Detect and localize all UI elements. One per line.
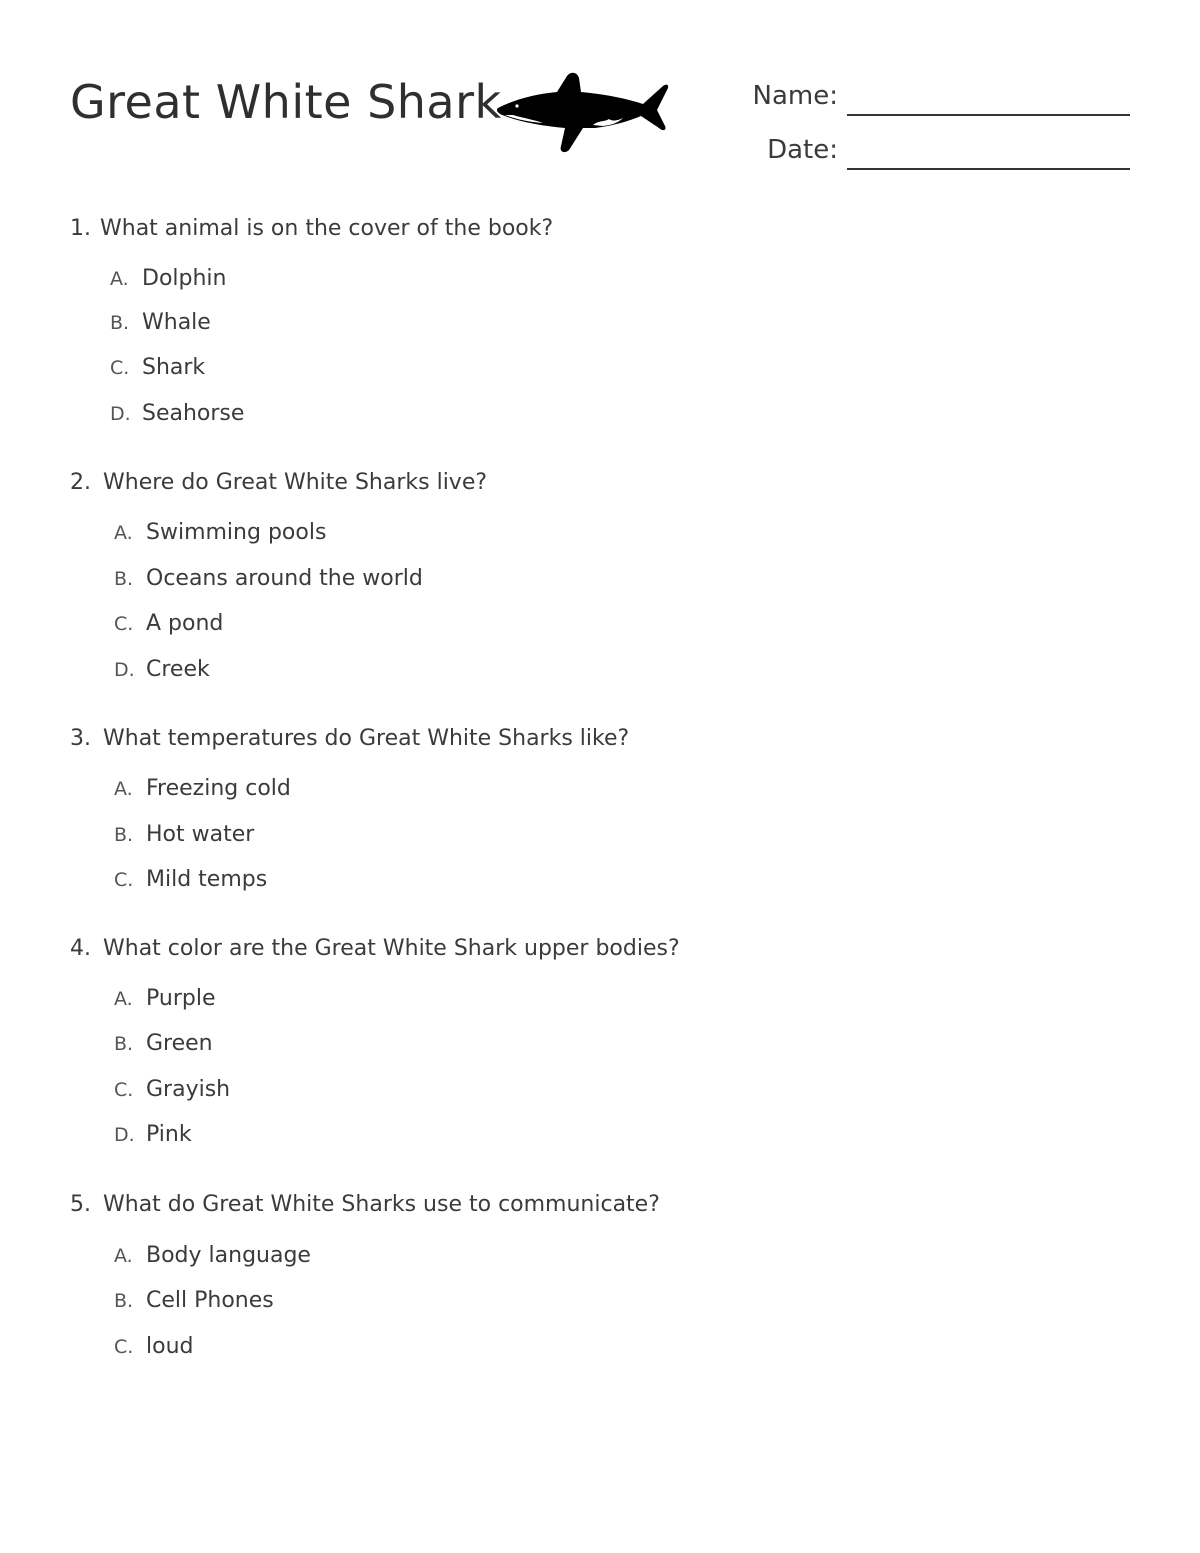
option-label: Cell Phones xyxy=(146,1288,274,1313)
option-label: Hot water xyxy=(146,822,255,847)
date-field-row xyxy=(740,130,1130,170)
question-3 xyxy=(70,723,1070,892)
question-2 xyxy=(70,467,1070,682)
option-letter: C. xyxy=(114,613,134,635)
option-letter: B. xyxy=(110,312,130,334)
date-label: Date: xyxy=(767,135,838,165)
option-letter: A. xyxy=(114,778,133,800)
option-label: Purple xyxy=(146,986,216,1011)
option-letter: B. xyxy=(114,824,134,846)
option-label: Creek xyxy=(146,657,210,682)
option-a[interactable] xyxy=(114,773,291,805)
question-number: 5. xyxy=(70,1192,91,1217)
option-letter: A. xyxy=(114,988,133,1010)
question-text xyxy=(70,723,1070,755)
option-label: Grayish xyxy=(146,1077,231,1102)
option-label: Freezing cold xyxy=(146,776,291,801)
name-field-row xyxy=(740,76,1130,116)
option-label: Body language xyxy=(146,1243,311,1268)
name-label: Name: xyxy=(752,81,838,111)
option-letter: A. xyxy=(114,1245,133,1267)
option-b[interactable] xyxy=(114,1028,213,1060)
option-label: Whale xyxy=(142,310,211,335)
question-1 xyxy=(70,213,1070,426)
option-label: Oceans around the world xyxy=(146,566,423,591)
option-letter: B. xyxy=(114,568,134,590)
question-number: 3. xyxy=(70,726,91,751)
option-a[interactable] xyxy=(114,1240,311,1272)
option-letter: B. xyxy=(114,1033,134,1055)
option-label: loud xyxy=(146,1334,194,1359)
question-5 xyxy=(70,1189,1070,1359)
option-d[interactable] xyxy=(114,654,210,686)
option-c[interactable] xyxy=(114,608,223,640)
date-field[interactable] xyxy=(847,168,1130,170)
option-label: Swimming pools xyxy=(146,520,327,545)
option-letter: C. xyxy=(110,357,130,379)
option-letter: D. xyxy=(110,403,131,425)
question-text xyxy=(70,213,1070,245)
question-number: 4. xyxy=(70,936,91,961)
question-number: 1. xyxy=(70,216,91,241)
page-title: Great White Shark xyxy=(70,75,502,129)
question-label: What do Great White Sharks use to communicate? xyxy=(103,1192,660,1217)
question-label: What temperatures do Great White Sharks like? xyxy=(103,726,630,751)
option-label: Mild temps xyxy=(146,867,268,892)
option-label: Pink xyxy=(146,1122,192,1147)
option-b[interactable] xyxy=(114,819,254,851)
option-b[interactable] xyxy=(110,307,211,339)
option-d[interactable] xyxy=(114,1119,192,1151)
option-c[interactable] xyxy=(114,864,267,896)
question-text xyxy=(70,467,1070,499)
option-letter: C. xyxy=(114,869,134,891)
option-a[interactable] xyxy=(114,983,215,1015)
option-letter: C. xyxy=(114,1336,134,1358)
option-c[interactable] xyxy=(114,1331,193,1363)
option-letter: A. xyxy=(114,522,133,544)
name-field[interactable] xyxy=(847,114,1130,116)
option-label: Green xyxy=(146,1031,213,1056)
option-label: Dolphin xyxy=(142,266,227,291)
question-text xyxy=(70,1189,1070,1221)
question-label: What color are the Great White Shark upper bodies? xyxy=(103,936,680,961)
question-label: Where do Great White Sharks live? xyxy=(103,470,488,495)
option-a[interactable] xyxy=(114,517,326,549)
option-b[interactable] xyxy=(114,563,423,595)
option-letter: B. xyxy=(114,1290,134,1312)
option-letter: D. xyxy=(114,659,135,681)
option-c[interactable] xyxy=(114,1074,230,1106)
option-letter: C. xyxy=(114,1079,134,1101)
option-c[interactable] xyxy=(110,352,205,384)
option-label: Seahorse xyxy=(142,401,245,426)
shark-icon xyxy=(495,70,670,154)
option-a[interactable] xyxy=(110,263,226,295)
option-d[interactable] xyxy=(110,398,244,430)
question-4 xyxy=(70,933,1070,1147)
option-letter: A. xyxy=(110,268,129,290)
question-label: What animal is on the cover of the book? xyxy=(100,216,554,241)
option-letter: D. xyxy=(114,1124,135,1146)
question-number: 2. xyxy=(70,470,91,495)
option-b[interactable] xyxy=(114,1285,274,1317)
question-text xyxy=(70,933,1070,965)
option-label: A pond xyxy=(146,611,224,636)
option-label: Shark xyxy=(142,355,206,380)
